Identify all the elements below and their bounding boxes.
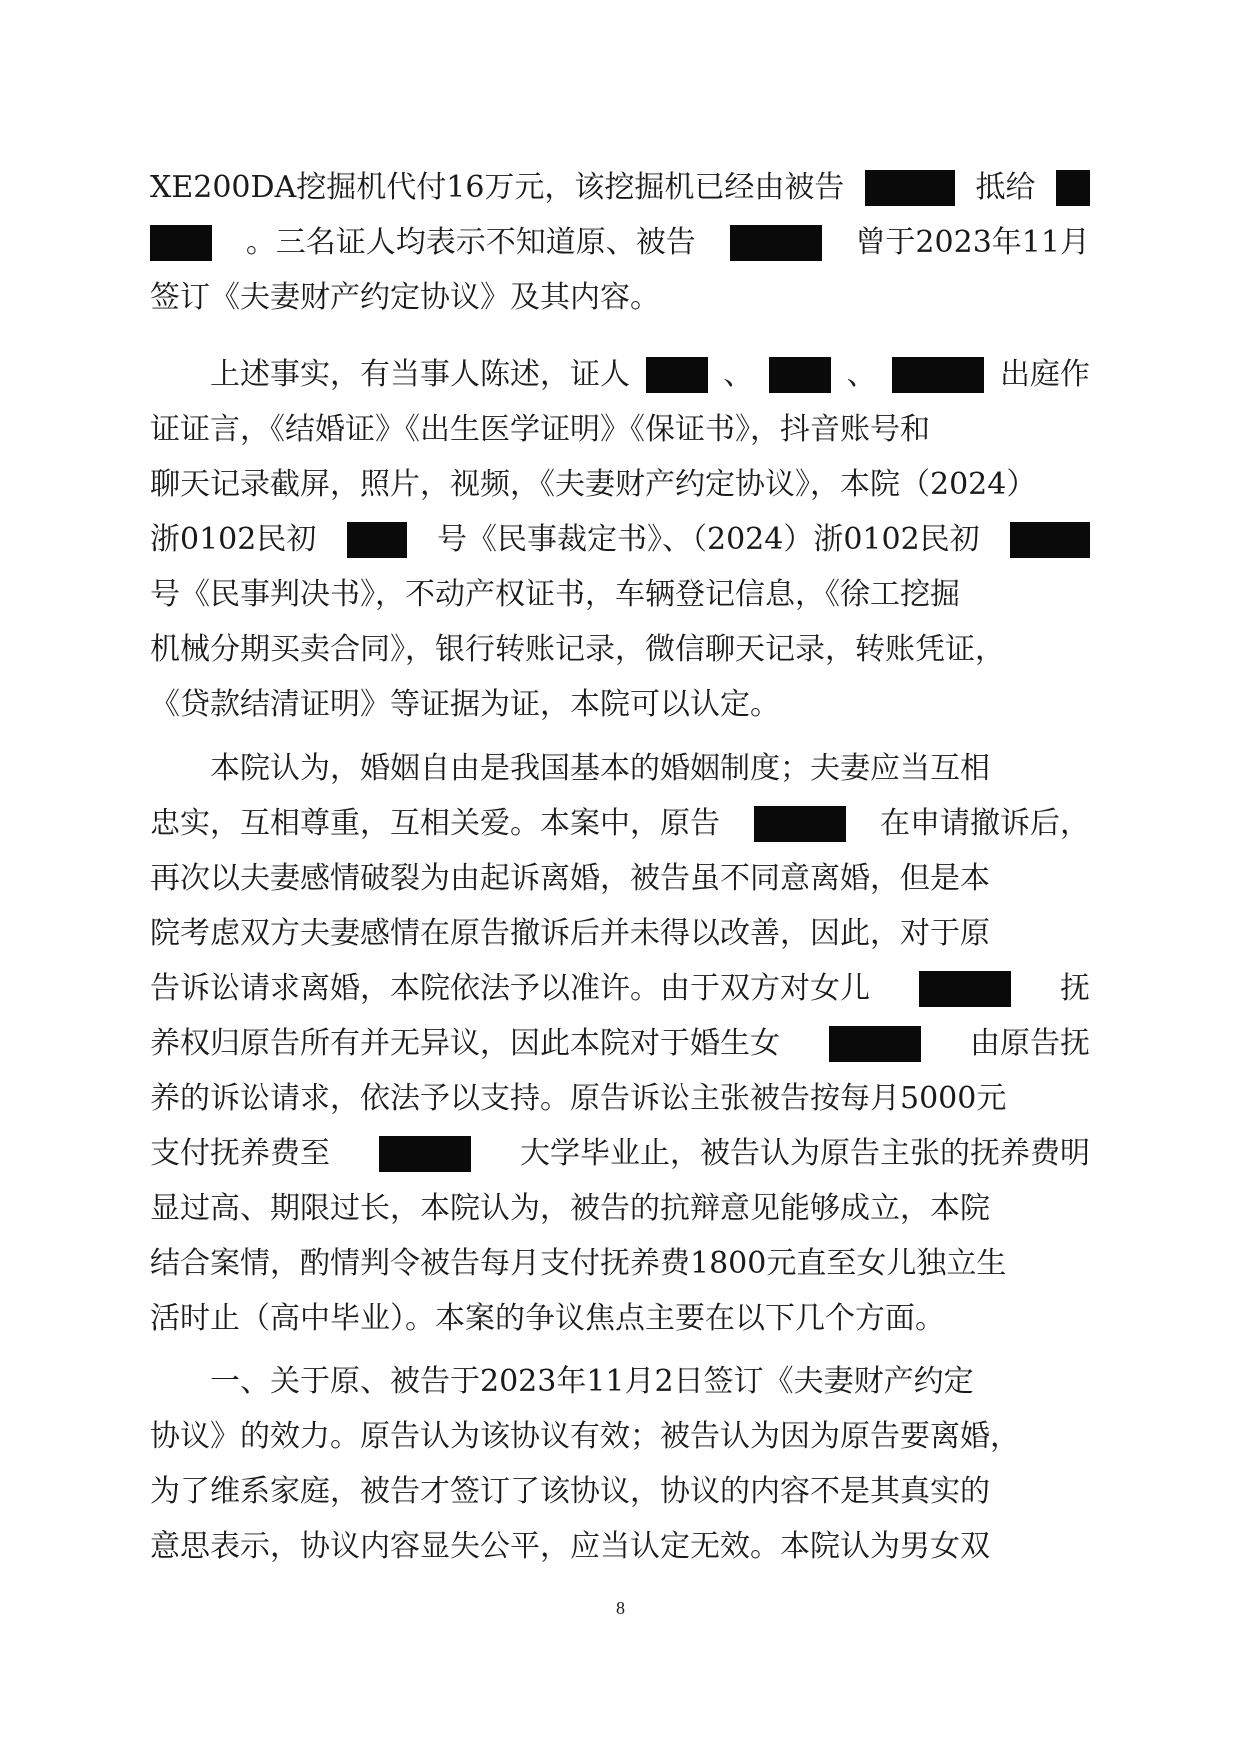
text-segment: 由原告抚	[970, 1026, 1090, 1061]
text-segment: 签订《夫妻财产约定协议》及其内容。	[150, 280, 660, 315]
redaction-block	[829, 1026, 921, 1062]
text-segment: 显过高、期限过长，本院认为，被告的抗辩意见能够成立，本院	[150, 1191, 990, 1226]
text-segment: 。三名证人均表示不知道原、被告	[245, 225, 696, 260]
text-line	[150, 683, 1090, 727]
text-segment: 《贷款结清证明》等证据为证，本院可以认定。	[150, 687, 780, 722]
text-segment: 聊天记录截屏，照片，视频，《夫妻财产约定协议》，本院（2024）	[150, 467, 1037, 502]
text-segment: 本院认为，婚姻自由是我国基本的婚姻制度；夫妻应当互相	[210, 751, 990, 786]
text-segment: 活时止（高中毕业）。本案的争议焦点主要在以下几个方面。	[150, 1301, 945, 1336]
text-line	[150, 276, 1090, 320]
text-line	[150, 967, 1090, 1011]
page-number: 8	[616, 1598, 625, 1618]
text-segment: 忠实，互相尊重，互相关爱。本案中，原告	[150, 806, 720, 841]
text-segment: 抚	[1060, 971, 1090, 1006]
redaction-block	[150, 225, 212, 261]
text-segment: XE200DA挖掘机代付16万元，该挖掘机已经由被告	[150, 170, 845, 205]
text-segment: 浙0102民初	[150, 522, 317, 557]
text-line	[150, 628, 1090, 672]
text-segment: 一、关于原、被告于2023年11月2日签订《夫妻财产约定	[210, 1364, 974, 1399]
redaction-block	[865, 170, 955, 206]
text-line	[150, 857, 1090, 901]
redaction-block	[1010, 522, 1090, 558]
text-segment: 支付抚养费至	[150, 1136, 330, 1171]
text-segment: 协议》的效力。原告认为该协议有效；被告认为因为原告要离婚，	[150, 1419, 1020, 1454]
redaction-block	[347, 522, 407, 558]
text-line	[150, 463, 1090, 507]
text-segment: 在申请撤诉后，	[880, 806, 1090, 841]
text-segment: 机械分期买卖合同》，银行转账记录，微信聊天记录，转账凭证，	[150, 632, 1005, 667]
text-segment: 抵给	[975, 170, 1036, 205]
text-segment: 再次以夫妻感情破裂为由起诉离婚，被告虽不同意离婚，但是本	[150, 861, 990, 896]
text-segment: 告诉讼请求离婚，本院依法予以准许。由于双方对女儿	[150, 971, 870, 1006]
text-line	[150, 1022, 1090, 1066]
text-line	[150, 1132, 1090, 1176]
redaction-block	[1056, 170, 1090, 206]
text-segment: 结合案情，酌情判令被告每月支付抚养费1800元直至女儿独立生	[150, 1246, 1007, 1281]
text-segment: 院考虑双方夫妻感情在原告撤诉后并未得以改善，因此，对于原	[150, 916, 990, 951]
text-line	[150, 221, 1090, 265]
redaction-block	[730, 225, 822, 261]
text-line	[150, 408, 1090, 452]
text-segment: 养权归原告所有并无异议，因此本院对于婚生女	[150, 1026, 780, 1061]
redaction-block	[754, 806, 846, 842]
text-segment: 大学毕业止，被告认为原告主张的抚养费明	[520, 1136, 1090, 1171]
text-segment: 、	[723, 357, 754, 392]
redaction-block	[892, 357, 984, 393]
redaction-block	[769, 357, 831, 393]
text-segment: 出庭作	[999, 357, 1090, 392]
text-line	[150, 912, 1090, 956]
text-segment: 号《民事裁定书》、（2024）浙0102民初	[436, 522, 980, 557]
text-segment: 证证言，《结婚证》《出生医学证明》《保证书》，抖音账号和	[150, 412, 930, 447]
text-segment: 养的诉讼请求，依法予以支持。原告诉讼主张被告按每月5000元	[150, 1081, 1007, 1116]
text-line	[150, 1187, 1090, 1231]
redaction-block	[646, 357, 708, 393]
text-line	[150, 1242, 1090, 1286]
redaction-block	[379, 1136, 471, 1172]
text-segment: 曾于2023年11月	[855, 225, 1090, 260]
text-segment: 号《民事判决书》，不动产权证书，车辆登记信息，《徐工挖掘	[150, 577, 960, 612]
text-line	[210, 1360, 1090, 1404]
text-line	[150, 1297, 1090, 1341]
text-line	[150, 166, 1090, 210]
text-segment: 为了维系家庭，被告才签订了该协议，协议的内容不是其真实的	[150, 1474, 990, 1509]
text-line	[150, 518, 1090, 562]
text-line	[150, 1077, 1090, 1121]
text-line	[150, 802, 1090, 846]
redaction-block	[919, 971, 1011, 1007]
text-line	[150, 573, 1090, 617]
text-segment: 意思表示，协议内容显失公平，应当认定无效。本院认为男女双	[150, 1529, 990, 1564]
text-segment: 、	[846, 357, 877, 392]
text-line	[150, 1525, 1090, 1569]
text-line	[210, 747, 1090, 791]
text-line	[210, 353, 1090, 397]
text-line	[150, 1470, 1090, 1514]
text-line	[150, 1415, 1090, 1459]
text-segment: 上述事实，有当事人陈述，证人	[210, 357, 630, 392]
